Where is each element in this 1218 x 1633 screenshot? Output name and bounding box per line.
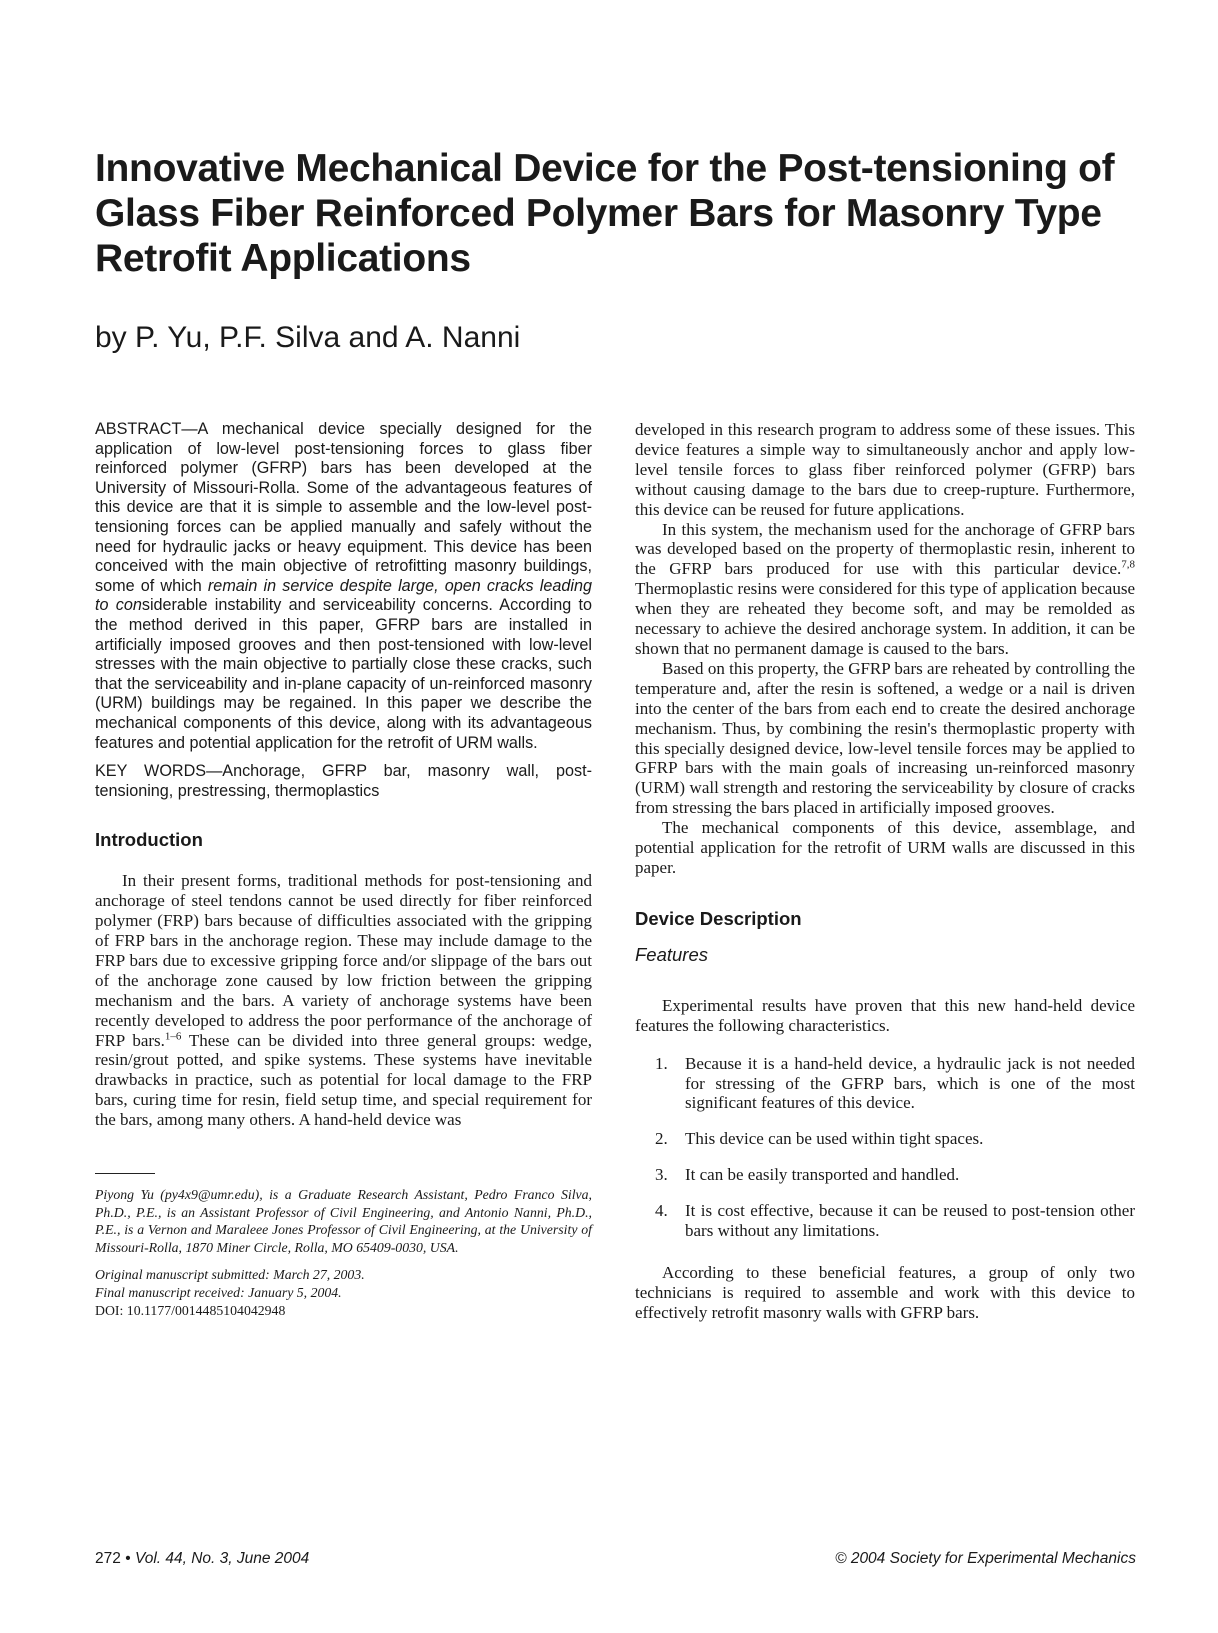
- abstract-text-1: ABSTRACT—A mechanical device specially designed for the application of low-level post-tensioning forces to glass fiber reinforced polymer (GFRP) bars has been developed at the University of Missouri-Rolla. Some of the advantageous features of this device are that it is simple to assemble and the low-level post-tensioning forces can be applied manually and safely without the need for hydraulic jacks or heavy equipment. This device has been conceived with the main objective of retrofitting masonry buildings, some of which: [95, 420, 592, 595]
- page-footer-left: [95, 1550, 309, 1568]
- introduction-paragraph-5: The mechanical components of this device, assemblage, and potential application for the retrofit of URM walls are discussed in this paper.: [635, 818, 1135, 877]
- intro-text-a: In their present forms, traditional methods for post-tensioning and anchorage of steel tendons cannot be used directly for fiber reinforced polymer (FRP) bars because of difficulties associated with the gripping of FRP bars in the anchorage region. These may include damage to the FRP bars due to excessive gripping force and/or slippage of the bars out of the anchorage zone caused by low friction between the gripping mechanism and the bars. A variety of anchorage systems have been recently developed to address the poor performance of the anchorage of FRP bars.: [95, 871, 592, 1050]
- right-column: [635, 420, 1135, 1323]
- abstract-text-2: siderable instability and serviceability concerns. According to the method derived in this paper, GFRP bars are installed in artificially imposed grooves and then post-tensioned with low-level stresses with the main objective to partially close these cracks, such that the serviceability and in-plane capacity of un-reinforced masonry (URM) buildings may be regained. In this paper we describe the mechanical components of this device, along with its advantageous features and potential application for the retrofit of URM walls.: [95, 596, 592, 752]
- page-number: 272: [95, 1550, 121, 1567]
- citation-superscript: 7,8: [1121, 558, 1135, 571]
- intro-right-text-a: In this system, the mechanism used for the anchorage of GFRP bars was developed based on the property of thermoplastic resin, inherent to the GFRP bars produced for use with this particular device.: [635, 519, 1135, 579]
- keywords: KEY WORDS—Anchorage, GFRP bar, masonry wall, post-tensioning, prestressing, thermoplastics: [95, 762, 592, 800]
- footnote-divider: [95, 1173, 155, 1174]
- abstract: [95, 420, 592, 753]
- author-affiliation-footnote: Piyong Yu (py4x9@umr.edu), is a Graduate Research Assistant, Pedro Franco Silva, Ph.D., P.E., is an Assistant Professor of Civil Engineering, and Antonio Nanni, Ph.D., P.E., is a Vernon and Maraleee Jones Professor of Civil Engineering, at the University of Missouri-Rolla, 1870 Miner Circle, Rolla, MO 65409-0030, USA.: [95, 1187, 592, 1255]
- manuscript-info: [95, 1266, 592, 1319]
- introduction-paragraph-1: [95, 871, 592, 1130]
- introduction-paragraph-2: developed in this research program to address some of these issues. This device features a simple way to simultaneously anchor and apply low-level tensile forces to glass fiber reinforced polymer (GFRP) bars without causing damage to the bars due to creep-rupture. Furthermore, this device can be reused for future applications.: [635, 420, 1135, 519]
- manuscript-received: Final manuscript received: January 5, 2004.: [95, 1285, 342, 1301]
- doi: DOI: 10.1177/0014485104042948: [95, 1302, 286, 1318]
- list-item: 3. It can be easily transported and handled.: [655, 1165, 960, 1185]
- device-description-heading: Device Description: [635, 907, 802, 929]
- introduction-heading: Introduction: [95, 829, 203, 851]
- list-item: 2. This device can be used within tight spaces.: [655, 1129, 984, 1149]
- introduction-paragraph-4: Based on this property, the GFRP bars are reheated by controlling the temperature and, after the resin is softened, a wedge or a nail is driven into the center of the bars from each end to create the desired anchorage mechanism. Thus, by combining the resin's thermoplastic property with this specially designed device, low-level tensile forces may be applied to GFRP bars with the main goals of increasing un-reinforced masonry (URM) wall strength and restoring the serviceability by closure of cracks from stressing the bars placed in artificially imposed grooves.: [635, 658, 1135, 818]
- author-line: by P. Yu, P.F. Silva and A. Nanni: [95, 321, 521, 354]
- footer-bullet: •: [125, 1550, 131, 1567]
- intro-right-text-b: Thermoplastic resins were considered for this type of application because when they are reheated they become soft, and may be remolded as necessary to achieve the desired anchorage system. In addition, it can be shown that no permanent damage is caused to the bars.: [635, 579, 1135, 658]
- introduction-paragraph-3: [635, 520, 1135, 659]
- manuscript-submitted: Original manuscript submitted: March 27, 2003.: [95, 1267, 365, 1283]
- features-intro: Experimental results have proven that this new hand-held device features the following characteristics.: [635, 995, 1135, 1035]
- list-item: 4. It is cost effective, because it can be reused to post-tension other bars without any limitations.: [655, 1201, 1135, 1241]
- features-list: [635, 1054, 1135, 1241]
- features-closing: According to these beneficial features, a group of only two technicians is required to assemble and work with this device to effectively retrofit masonry walls with GFRP bars.: [635, 1263, 1135, 1322]
- abstract-text-italic: remain in service despite large, open cracks leading to con: [95, 576, 592, 615]
- citation-superscript: 1–6: [164, 1029, 182, 1042]
- features-subheading: Features: [635, 943, 709, 965]
- list-item: 1. Because it is a hand-held device, a hydraulic jack is not needed for stressing of the GFRP bars, which is one of the most significant features of this device.: [655, 1053, 1135, 1113]
- intro-text-b: These can be divided into three general groups: wedge, resin/grout potted, and spike systems. These systems have inevitable drawbacks in practice, such as potential for local damage to the FRP bars, curing time for resin, field setup time, and special requirement for the bars, among many others. A hand-held device was: [95, 1030, 592, 1130]
- volume-info: Vol. 44, No. 3, June 2004: [134, 1550, 310, 1567]
- copyright-notice: © 2004 Society for Experimental Mechanics: [835, 1550, 1136, 1567]
- left-column: [95, 420, 592, 1319]
- article-title: Innovative Mechanical Device for the Post-tensioning of Glass Fiber Reinforced Polymer Bars for Masonry Type Retrofit Applications: [95, 147, 1115, 280]
